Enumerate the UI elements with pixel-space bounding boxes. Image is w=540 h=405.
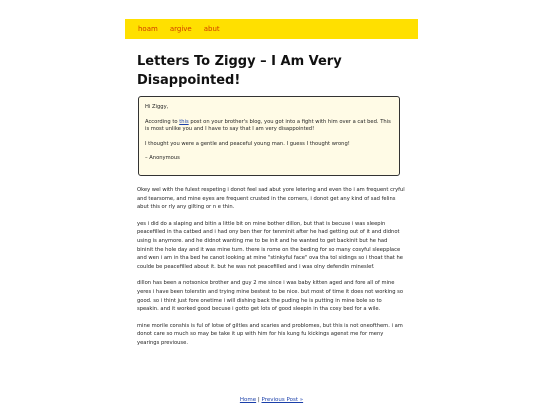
nav-bar	[125, 19, 418, 39]
post-footer	[125, 397, 418, 403]
body-paragraph: mine morile conshis is ful of lotse of giltles and scaries and problomes, but this is not oneofthem. i am donot care so much so may be take it up with him for his kung fu kickings agenst me for meny yearings previouse.	[137, 322, 403, 346]
body-paragraph: yes i did do a slaping and bitin a little bit on mine bother dillon, but that is becuse i was sleepin peacefilled in tha catbed and i had ony ben ther for tenminit after he had getting out of it and didnot using is anymore. and he didnot wanting me to be init and he wanted to get backinit but he had bininit the hole day and it was mine turn. there is rome on the beding for so many cosyful sleepplace and wen i am in tha bed he canot looking at mine "stinkyful face" ova tha tol sidings so i thoat that he coulde be peacefilled about it. but he was not peacefilled and i was olny defendin mineslef.	[137, 220, 403, 270]
footer-previous-post-link[interactable]: Previous Post »	[261, 397, 304, 403]
quote-this-link[interactable]: this	[179, 118, 189, 125]
quote-greeting: Hi Ziggy,	[145, 104, 169, 110]
footer-home-link[interactable]: Home	[239, 397, 257, 403]
nav-link-archive[interactable]: argive	[169, 25, 192, 33]
quote-box	[138, 96, 400, 176]
body-paragraph: dillon has been a notsonice brother and guy 2 me since i was baby kitten aged and fore all of mine yeres i have been tolerstin and trying mine bestest to be nice. but most of time it does not working so good. so i thint just fore onetime i will dishing back the puding he is putting in mine bole so to speakin. and it worked good becuse i gotto get lots of good sleepin in tha cosy bed for a wile.	[137, 280, 404, 313]
body-paragraph: Okey wel with the fulest respeting i donot feel sad abut yore letering and even tho i am frequent cryful and tearsome, and mine eyes are frequent crusted in the corners, i donot get any kind of sad felins abut this or rly any gilting or n e thin.	[137, 187, 405, 211]
quote-signature: – Anonymous	[145, 155, 180, 161]
quote-p1-before: According to	[145, 118, 180, 125]
nav-link-home[interactable]: hoam	[138, 25, 158, 33]
quote-paragraph-1	[145, 119, 394, 134]
post-title: Letters To Ziggy – I Am Very Disappointed!	[137, 54, 342, 88]
quote-p1-after: post on your brother's blog, you got into a fight with him over a cat bed. This is most unlike you and I have to say that I am very disappointed!	[145, 118, 391, 132]
post-body	[137, 186, 405, 356]
footer-separator: |	[256, 397, 262, 403]
nav-link-about[interactable]: abut	[203, 25, 220, 33]
quote-paragraph-2: I thought you were a gentle and peaceful young man. I guess I thought wrong!	[145, 140, 350, 147]
